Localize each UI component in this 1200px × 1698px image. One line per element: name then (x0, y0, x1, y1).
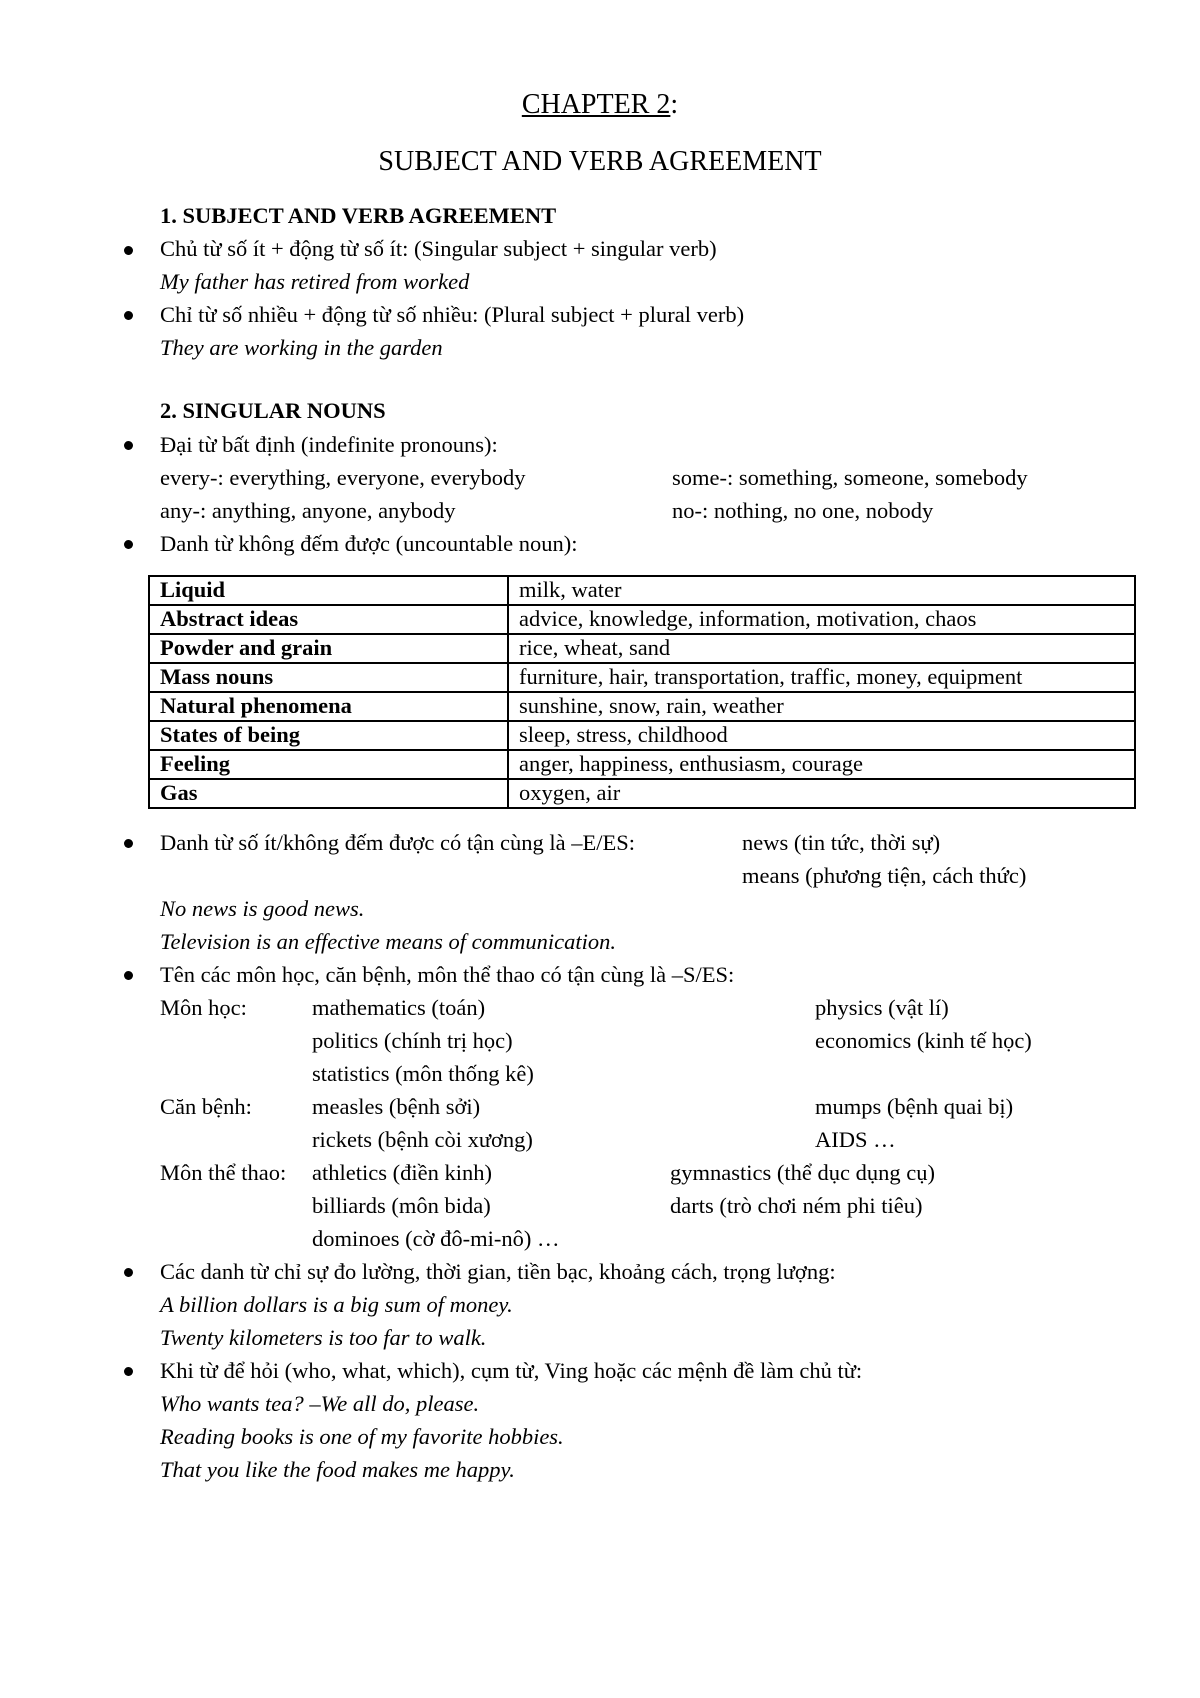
list-item: billiards (môn bida) (312, 1193, 491, 1218)
subjects-label: Môn học: (160, 995, 247, 1020)
example-text: Reading books is one of my favorite hobbies. (160, 1424, 564, 1449)
bullet-icon (124, 246, 133, 255)
examples-cell: sleep, stress, childhood (508, 721, 1135, 750)
category-cell: Gas (149, 779, 508, 808)
category-cell: States of being (149, 721, 508, 750)
news-term: news (tin tức, thời sự) (742, 830, 941, 855)
table-row (149, 663, 1135, 692)
bullet-icon (124, 311, 133, 320)
examples-cell: furniture, hair, transportation, traffic, money, equipment (508, 663, 1135, 692)
measurement-bullet: Các danh từ chỉ sự đo lường, thời gian, tiền bạc, khoảng cách, trọng lượng: (160, 1259, 836, 1284)
section-1-bullet-2: Chỉ từ số nhiều + động từ số nhiều: (Plural subject + plural verb) (160, 302, 745, 327)
list-item: mathematics (toán) (312, 995, 486, 1020)
list-item: athletics (điền kinh) (312, 1160, 492, 1185)
bullet-icon (124, 971, 133, 980)
any-pronouns: any-: anything, anyone, anybody (160, 498, 456, 523)
category-cell: Abstract ideas (149, 605, 508, 634)
table-row (149, 692, 1135, 721)
category-cell: Feeling (149, 750, 508, 779)
bullet-icon (124, 540, 133, 549)
list-item: AIDS … (815, 1127, 896, 1152)
diseases-label: Căn bệnh: (160, 1094, 252, 1119)
list-item: mumps (bệnh quai bị) (815, 1094, 1014, 1119)
every-pronouns: every-: everything, everyone, everybody (160, 465, 526, 490)
example-text: They are working in the garden (160, 335, 443, 360)
example-text: Twenty kilometers is too far to walk. (160, 1325, 487, 1350)
section-1-heading: 1. SUBJECT AND VERB AGREEMENT (160, 203, 557, 228)
table-row (149, 605, 1135, 634)
example-text: A billion dollars is a big sum of money. (160, 1292, 513, 1317)
chapter-title: CHAPTER 2: (521, 89, 679, 120)
ees-nouns-bullet: Danh từ số ít/không đếm được có tận cùng là –E/ES: (160, 830, 635, 855)
bullet-icon (124, 1268, 133, 1277)
example-text: My father has retired from worked (160, 269, 470, 294)
list-item: dominoes (cờ đô-mi-nô) … (312, 1226, 560, 1251)
list-item: gymnastics (thể dục dụng cụ) (670, 1160, 935, 1185)
section-1-bullet-1: Chủ từ số ít + động từ số ít: (Singular subject + singular verb) (160, 236, 717, 261)
chapter-subtitle: SUBJECT AND VERB AGREEMENT (378, 146, 822, 177)
clause-subject-bullet: Khi từ để hỏi (who, what, which), cụm từ, Ving hoặc các mệnh đề làm chủ từ: (160, 1358, 863, 1383)
examples-cell: oxygen, air (508, 779, 1135, 808)
examples-cell: sunshine, snow, rain, weather (508, 692, 1135, 721)
table-row (149, 779, 1135, 808)
subjects-bullet: Tên các môn học, căn bệnh, môn thể thao có tận cùng là –S/ES: (160, 962, 735, 987)
means-term: means (phương tiện, cách thức) (742, 863, 1027, 888)
table-row (149, 634, 1135, 663)
example-text: That you like the food makes me happy. (160, 1457, 515, 1482)
bullet-icon (124, 839, 133, 848)
list-item: economics (kinh tế học) (815, 1028, 1032, 1053)
bullet-icon (124, 441, 133, 450)
example-text: No news is good news. (160, 896, 365, 921)
list-item: darts (trò chơi ném phi tiêu) (670, 1193, 923, 1218)
examples-cell: anger, happiness, enthusiasm, courage (508, 750, 1135, 779)
category-cell: Natural phenomena (149, 692, 508, 721)
some-pronouns: some-: something, someone, somebody (672, 465, 1028, 490)
list-item: rickets (bệnh còi xương) (312, 1127, 533, 1152)
list-item: politics (chính trị học) (312, 1028, 513, 1053)
category-cell: Powder and grain (149, 634, 508, 663)
category-cell: Liquid (149, 576, 508, 605)
table-row (149, 721, 1135, 750)
no-pronouns: no-: nothing, no one, nobody (672, 498, 934, 523)
examples-cell: milk, water (508, 576, 1135, 605)
examples-cell: rice, wheat, sand (508, 634, 1135, 663)
examples-cell: advice, knowledge, information, motivation, chaos (508, 605, 1135, 634)
indefinite-pronouns-bullet: Đại từ bất định (indefinite pronouns): (160, 432, 498, 457)
list-item: physics (vật lí) (815, 995, 949, 1020)
table-row (149, 576, 1135, 605)
table-row (149, 750, 1135, 779)
example-text: Television is an effective means of communication. (160, 929, 616, 954)
category-cell: Mass nouns (149, 663, 508, 692)
list-item: measles (bệnh sởi) (312, 1094, 481, 1119)
list-item: statistics (môn thống kê) (312, 1061, 534, 1086)
bullet-icon (124, 1367, 133, 1376)
section-2-heading: 2. SINGULAR NOUNS (160, 398, 386, 423)
uncountable-noun-bullet: Danh từ không đếm được (uncountable noun): (160, 531, 578, 556)
example-text: Who wants tea? –We all do, please. (160, 1391, 480, 1416)
uncountable-nouns-table (148, 575, 1136, 809)
sports-label: Môn thể thao: (160, 1160, 287, 1185)
